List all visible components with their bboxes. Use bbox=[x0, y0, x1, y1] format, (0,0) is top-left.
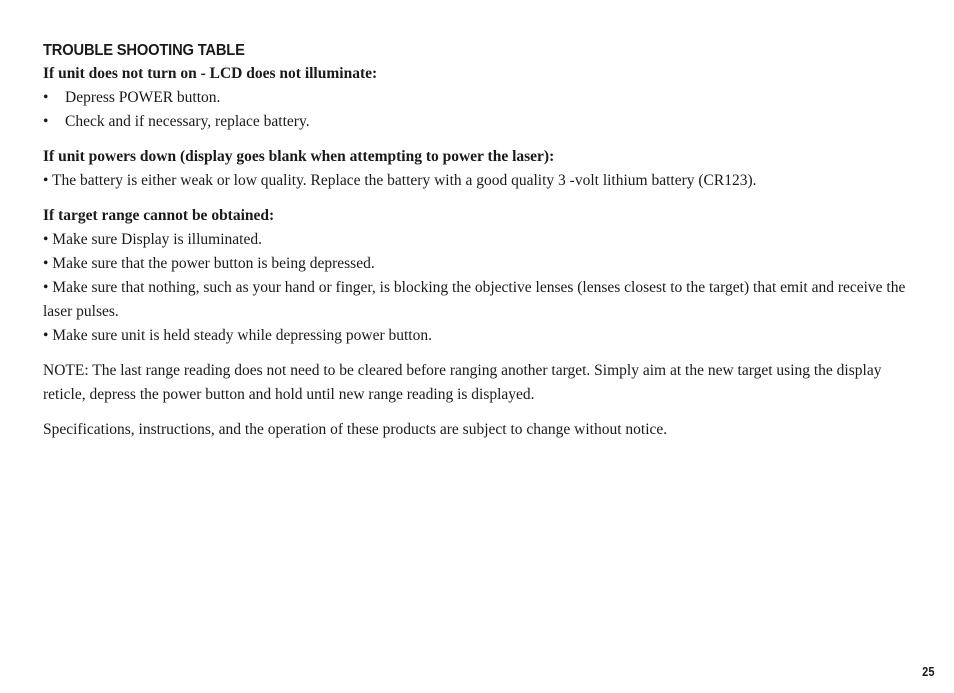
list-item: • Make sure that the power button is being depressed. bbox=[43, 255, 375, 272]
note-paragraph: NOTE: The last range reading does not need to be cleared before ranging another target. Simply aim at the new target using the display reticle, depress the power button and hold until new range reading is displayed. bbox=[43, 362, 882, 403]
section-powers-down bbox=[43, 145, 913, 193]
bullet-list-no-power bbox=[43, 86, 913, 134]
disclaimer-paragraph: Specifications, instructions, and the operation of these products are subject to change without notice. bbox=[43, 421, 668, 438]
page-number: 25 bbox=[921, 664, 934, 679]
list-item: • Make sure Display is illuminated. bbox=[43, 231, 262, 248]
section-no-power bbox=[43, 62, 913, 134]
section-title-no-power: If unit does not turn on - LCD does not illuminate: bbox=[43, 65, 378, 82]
list-item-text: Depress POWER button. bbox=[65, 89, 221, 106]
disclaimer-section bbox=[43, 418, 913, 442]
note-section bbox=[43, 359, 913, 407]
page-title: TROUBLE SHOOTING TABLE bbox=[43, 42, 245, 59]
bullet-icon: • bbox=[43, 89, 49, 106]
list-item: • The battery is either weak or low quality. Replace the battery with a good quality 3 -volt lithium battery (CR123). bbox=[43, 172, 757, 189]
troubleshooting-page bbox=[43, 40, 913, 442]
list-item bbox=[43, 86, 913, 110]
section-no-range bbox=[43, 204, 913, 348]
list-item: • Make sure unit is held steady while depressing power button. bbox=[43, 327, 432, 344]
bullet-icon: • bbox=[43, 113, 49, 130]
section-title-powers-down: If unit powers down (display goes blank when attempting to power the laser): bbox=[43, 148, 555, 165]
list-item bbox=[43, 110, 913, 134]
section-title-no-range: If target range cannot be obtained: bbox=[43, 207, 275, 224]
list-item-text: Check and if necessary, replace battery. bbox=[65, 113, 310, 130]
list-item: • Make sure that nothing, such as your hand or finger, is blocking the objective lenses (lenses closest to the target) that emit and receive the laser pulses. bbox=[43, 279, 906, 320]
